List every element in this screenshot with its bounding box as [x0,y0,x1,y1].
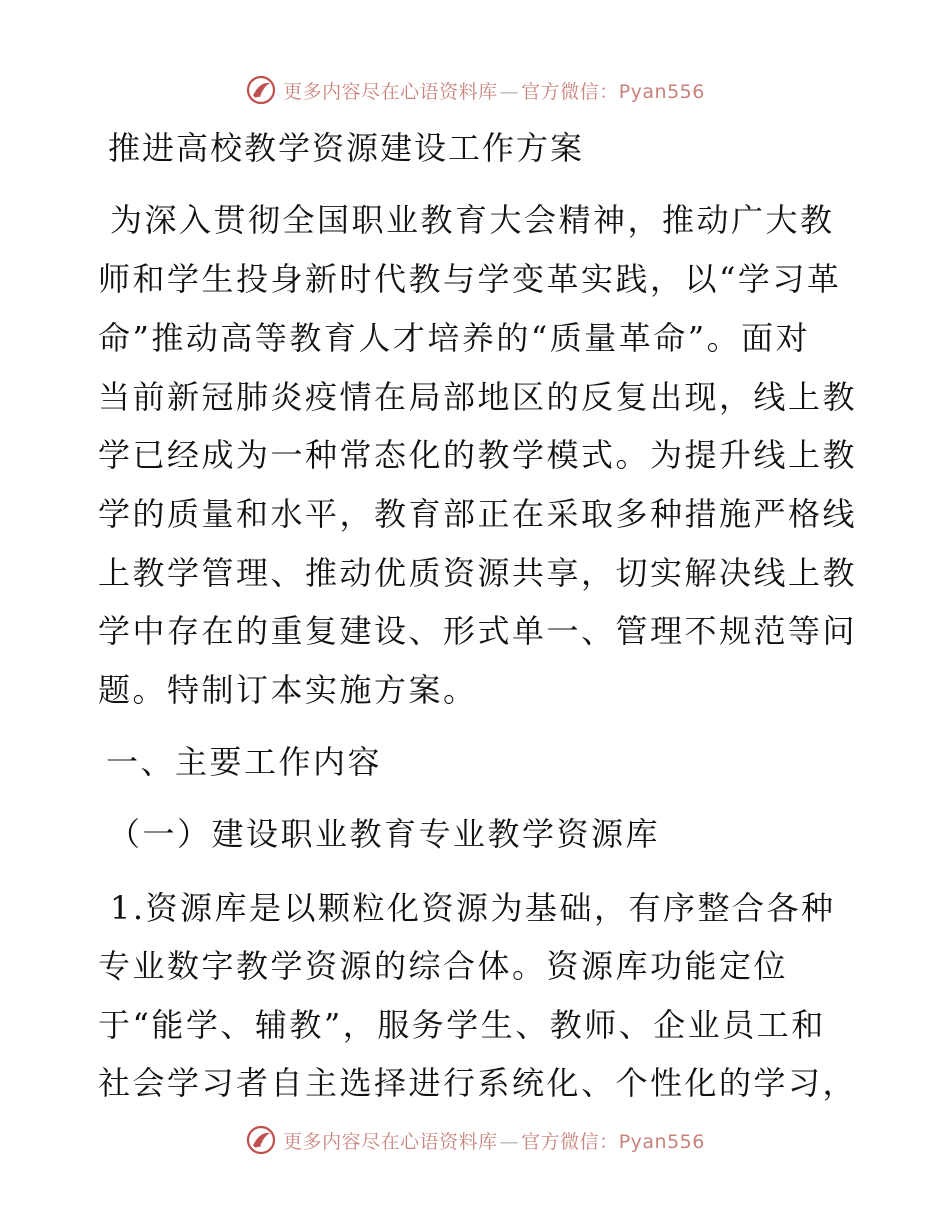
item-line: 于“能学、辅教”，服务学生、教师、企业员工和 [98,1006,826,1044]
banner-site-text: 更多内容尽在心语资料库 [283,1130,498,1153]
intro-line: 题。特制订本实施方案。 [98,671,478,709]
page-title: 推进高校教学资源建设工作方案 [108,129,585,167]
brush-seal-icon [245,1124,277,1156]
intro-line: 师和学生投身新时代教与学变革实践，以“学习革 [98,260,842,298]
banner-wechat-label: 官方微信： [521,1130,619,1153]
item-line: 1.资源库是以颗粒化资源为基础，有序整合各种 [110,889,836,927]
footer-banner [0,1122,950,1158]
intro-line: 学已经成为一种常态化的教学模式。为提升线上教 [98,436,858,474]
subsection-heading: （一）建设职业教育专业教学资源库 [108,815,661,853]
intro-line: 命”推动高等教育人才培养的“质量革命”。面对 [98,319,811,357]
banner-wechat-label: 官方微信： [521,80,619,103]
banner-text [283,77,705,104]
section-heading: 一、主要工作内容 [106,743,383,781]
item-line: 社会学习者自主选择进行系统化、个性化的学习， [98,1064,858,1102]
banner-site-text: 更多内容尽在心语资料库 [283,80,498,103]
brush-seal-icon [245,74,277,106]
banner-separator: — [499,1130,520,1153]
intro-line: 学的质量和水平，教育部正在采取多种措施严格线 [98,495,858,533]
intro-line: 为深入贯彻全国职业教育大会精神，推动广大教 [110,201,835,239]
item-line: 专业数字教学资源的综合体。资源库功能定位 [98,947,789,985]
banner-wechat-id: Pyan556 [618,80,705,103]
intro-line: 当前新冠肺炎疫情在局部地区的反复出现，线上教 [98,378,858,416]
header-banner [0,72,950,108]
intro-line: 上教学管理、推动优质资源共享，切实解决线上教 [98,554,858,592]
banner-text [283,1127,705,1154]
intro-line: 学中存在的重复建设、形式单一、管理不规范等问 [98,612,858,650]
banner-wechat-id: Pyan556 [618,1130,705,1153]
banner-separator: — [499,80,520,103]
